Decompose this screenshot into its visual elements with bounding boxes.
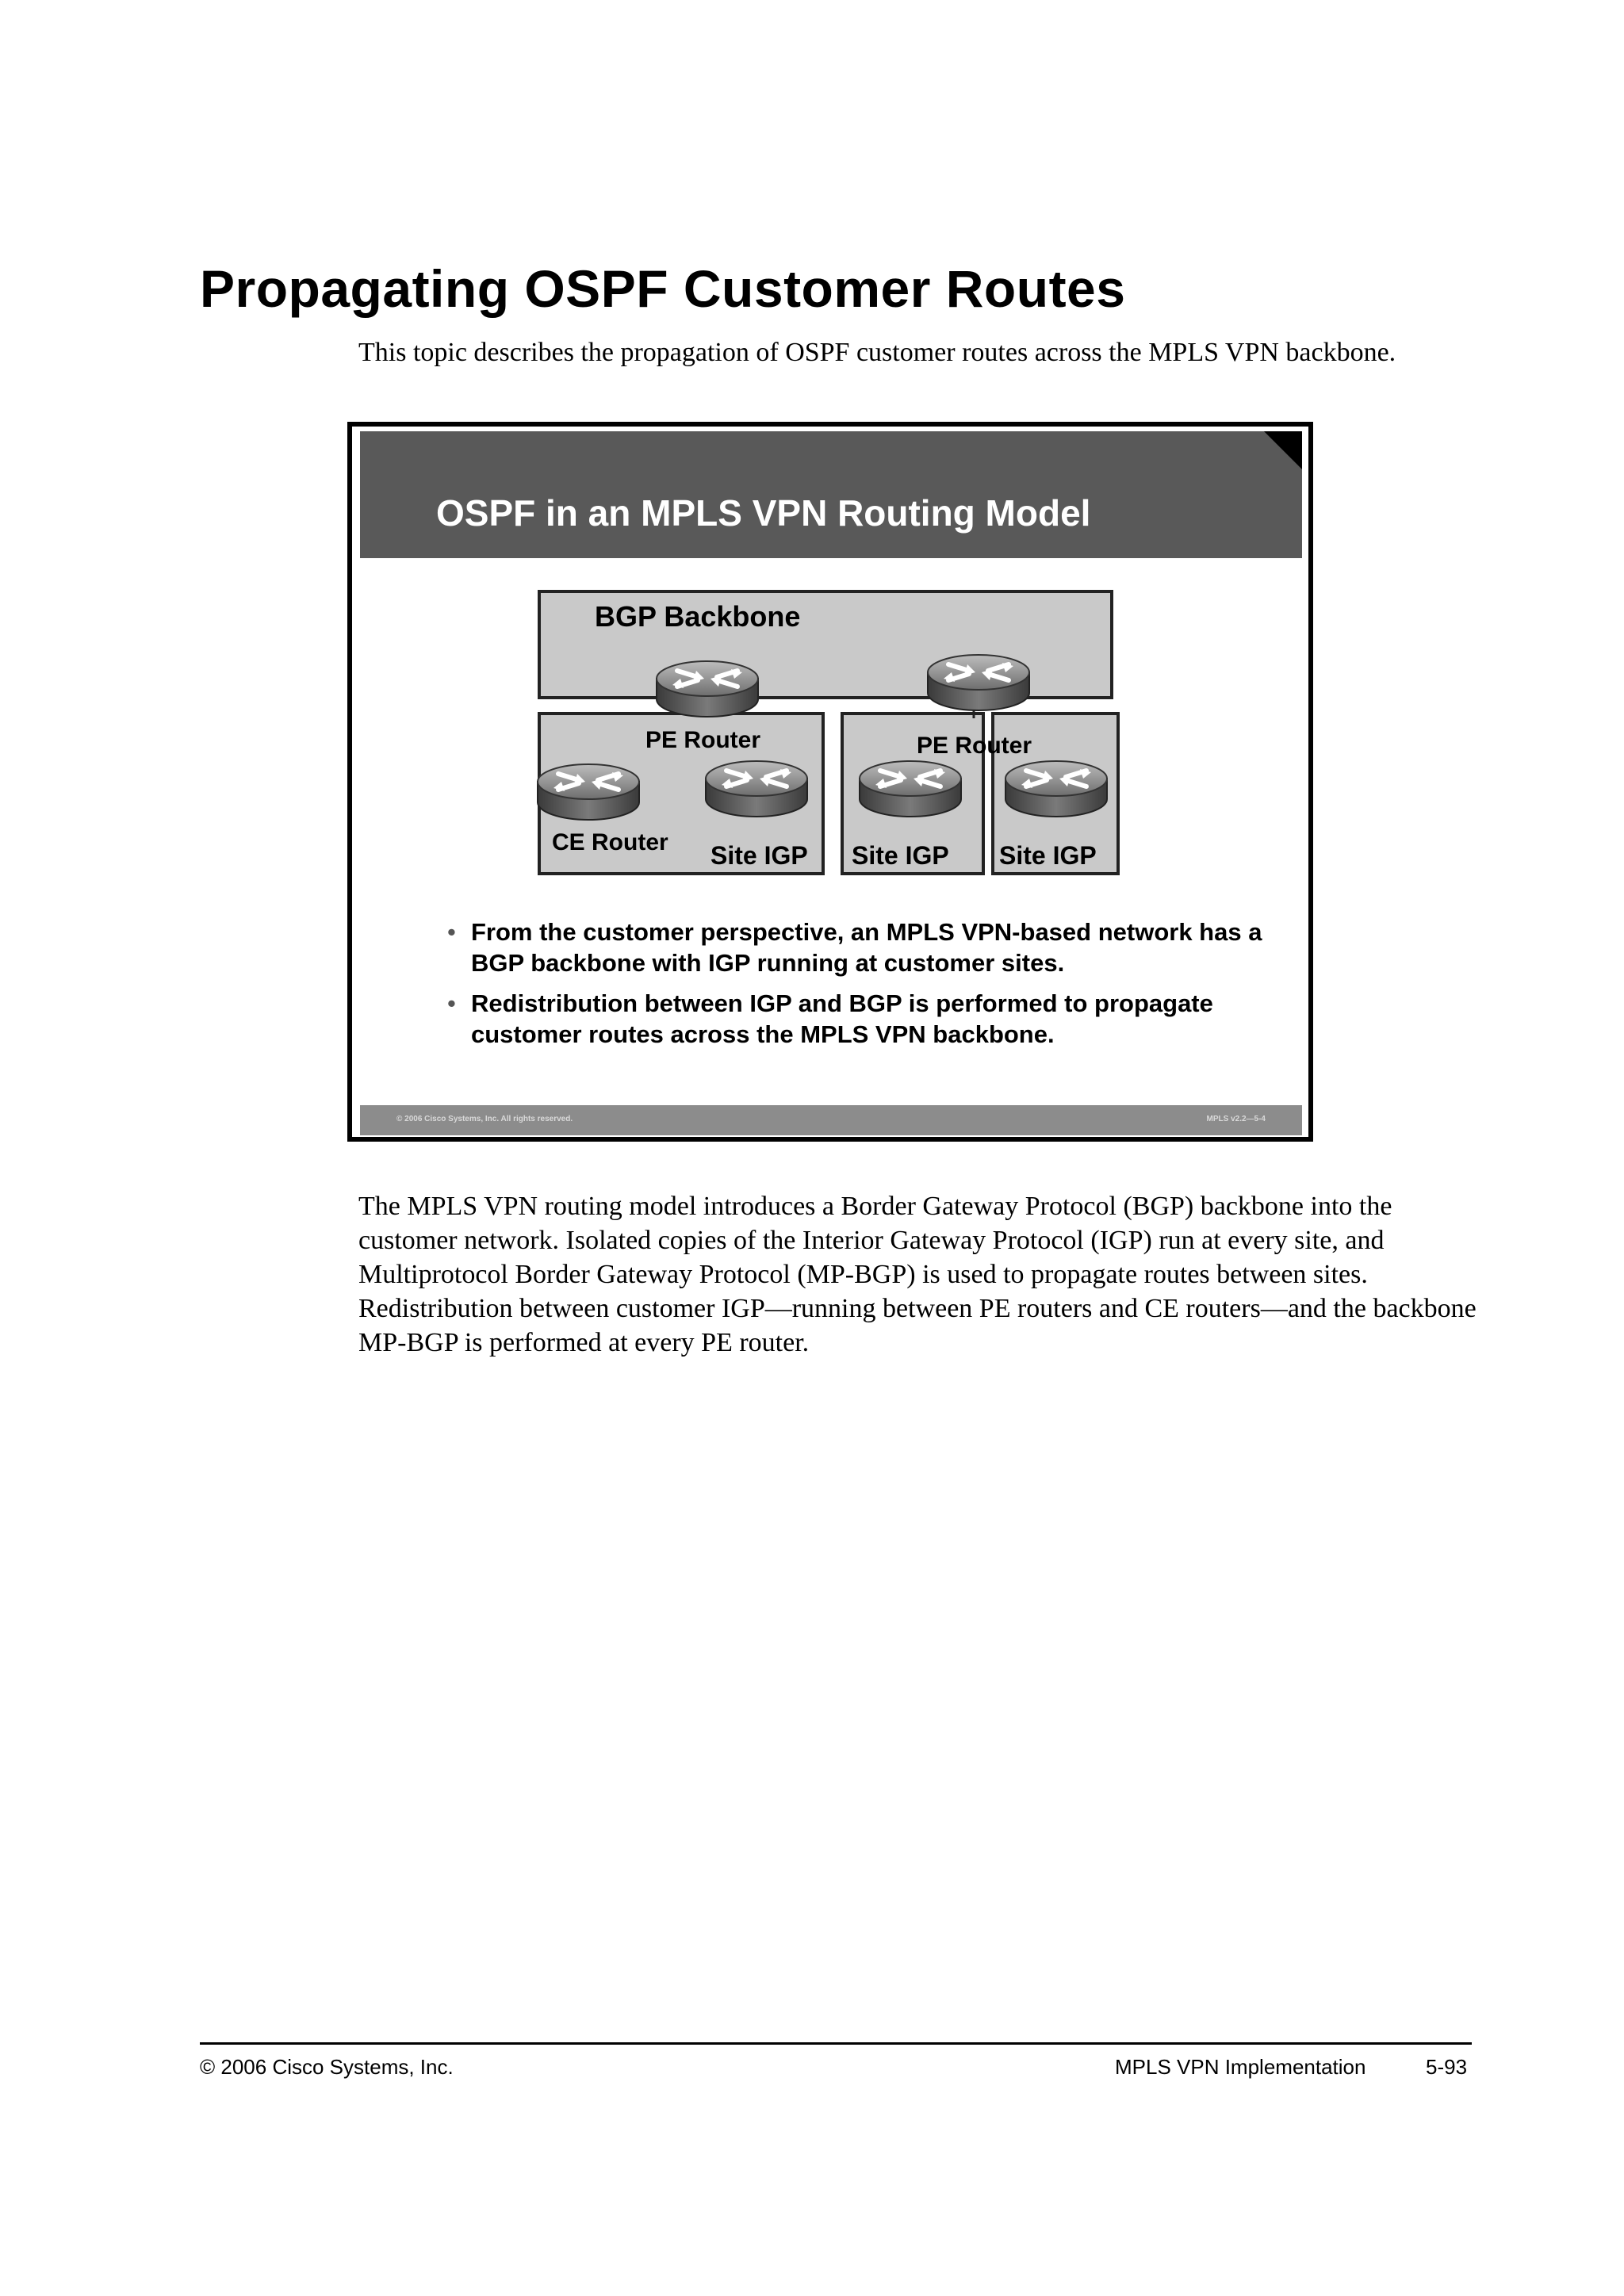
routing-model-diagram xyxy=(352,427,1308,918)
ce-router-label: CE Router xyxy=(552,829,668,855)
pe-router-label: PE Router xyxy=(917,733,1032,759)
site-igp-label: Site IGP xyxy=(852,841,949,870)
pe-router-icon xyxy=(657,661,758,717)
site-igp-label: Site IGP xyxy=(710,841,808,870)
body-paragraph: The MPLS VPN routing model introduces a Border Gateway Protocol (BGP) backbone into the customer network. Isolated copies of the Interior Gateway Protocol (IGP) run at every site, and Multiprotocol Border Gateway Protocol (MP-BGP) is used to propagate routes between sites. Redistribution between customer IGP—running between PE routers and CE routers—and the backbone MP-BGP is performed at every PE router. xyxy=(358,1192,1477,1357)
footer-copyright: © 2006 Cisco Systems, Inc. xyxy=(200,2055,454,2079)
site-igp-label: Site IGP xyxy=(999,841,1097,870)
bgp-backbone-label: BGP Backbone xyxy=(595,600,801,633)
site-router-icon xyxy=(1005,761,1107,817)
slide-bullet xyxy=(447,988,1272,1050)
bullet-marker: • xyxy=(447,989,456,1017)
bullet-marker: • xyxy=(447,918,456,946)
slide-number: MPLS v2.2—5-4 xyxy=(1206,1115,1266,1123)
pe-router-icon xyxy=(928,655,1029,710)
site-router-icon xyxy=(706,761,807,817)
slide-title: OSPF in an MPLS VPN Routing Model xyxy=(436,492,1091,534)
page-title: Propagating OSPF Customer Routes xyxy=(200,259,1126,318)
site-router-icon xyxy=(860,761,961,817)
slide-footer xyxy=(360,1105,1302,1135)
footer-rule xyxy=(200,2042,1472,2045)
slide-bullets xyxy=(447,916,1272,1059)
intro-paragraph: This topic describes the propagation of OSPF customer routes across the MPLS VPN backbone. xyxy=(358,338,1396,367)
slide-bullet xyxy=(447,916,1272,978)
bullet-text: From the customer perspective, an MPLS VPN-based network has a BGP backbone with IGP running at customer sites. xyxy=(471,918,1262,977)
slide-figure xyxy=(347,422,1313,1142)
footer-page-number: 5-93 xyxy=(1426,2055,1468,2079)
ce-router-icon xyxy=(538,764,639,820)
slide-copyright: © 2006 Cisco Systems, Inc. All rights reserved. xyxy=(396,1115,573,1123)
footer-course-title: MPLS VPN Implementation xyxy=(1115,2055,1366,2079)
bullet-text: Redistribution between IGP and BGP is performed to propagate customer routes across the MPLS VPN backbone. xyxy=(471,989,1213,1048)
pe-router-label: PE Router xyxy=(645,727,761,753)
